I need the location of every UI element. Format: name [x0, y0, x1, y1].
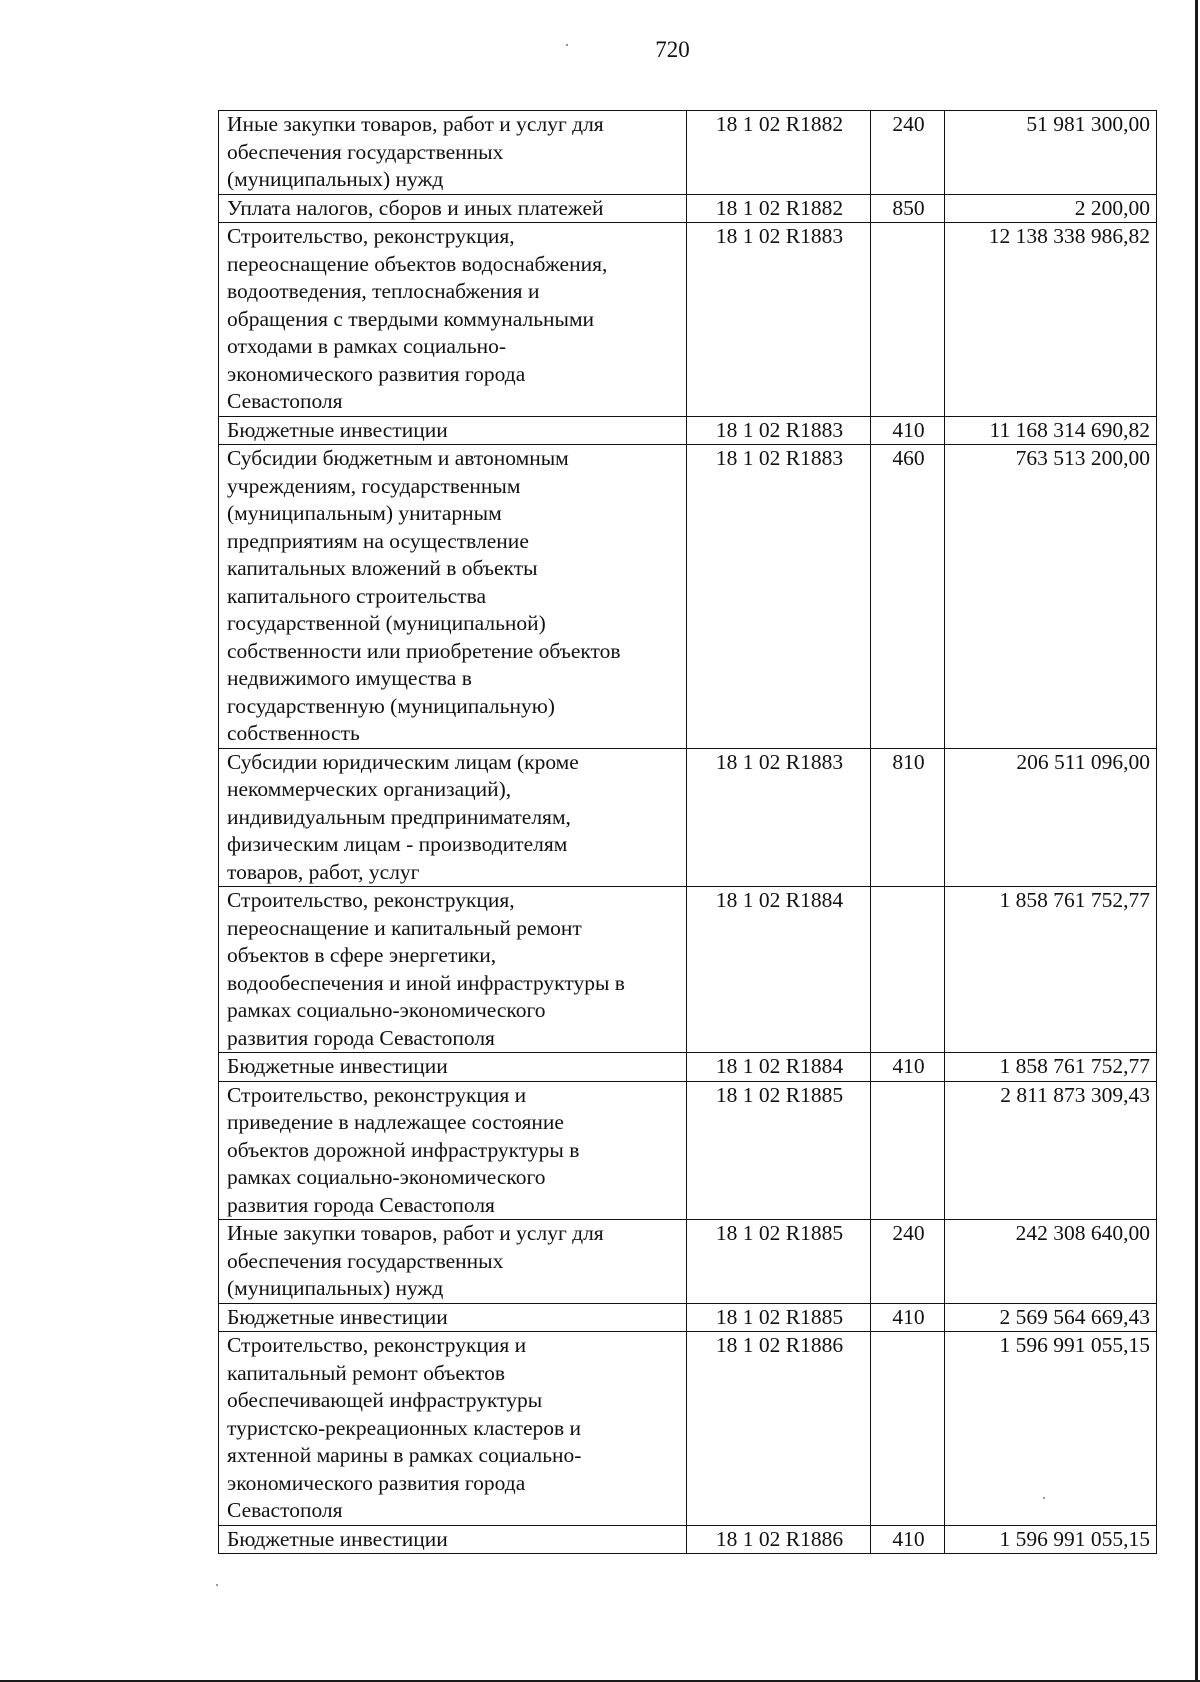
expense-name-line: Строительство, реконструкция,	[227, 888, 515, 912]
amount-cell: 2 200,00	[945, 194, 1157, 223]
target-article-code-cell: 18 1 02 R1883	[687, 416, 871, 445]
expense-name-line: отходами в рамках социально-	[227, 334, 507, 358]
amount-cell: 2 569 564 669,43	[945, 1303, 1157, 1332]
expense-name-line: водообеспечения и иной инфраструктуры в	[227, 970, 625, 995]
expense-name-line: развития города Севастополя	[227, 1025, 495, 1050]
expense-name-line: государственную (муниципальную)	[227, 693, 555, 718]
amount-cell: 1 596 991 055,15	[945, 1332, 1157, 1526]
expense-name-line: некоммерческих организаций),	[227, 777, 512, 801]
expense-type-code-cell: 810	[871, 748, 945, 887]
target-article-code-cell: 18 1 02 R1884	[687, 887, 871, 1053]
expense-name-cell	[219, 445, 687, 749]
expense-name-line: обеспечения государственных	[227, 1248, 504, 1273]
expense-name-line: Строительство, реконструкция,	[227, 224, 515, 248]
expense-name-line: индивидуальным предпринимателям,	[227, 804, 571, 829]
expense-name-line: собственность	[227, 721, 360, 745]
table-row	[219, 1525, 1157, 1554]
amount-cell: 1 858 761 752,77	[945, 887, 1157, 1053]
table-body	[219, 111, 1157, 1554]
expense-name-cell	[219, 1332, 687, 1526]
expense-type-code-cell: 410	[871, 1303, 945, 1332]
target-article-code-cell: 18 1 02 R1883	[687, 445, 871, 749]
expense-type-code-cell: 410	[871, 1053, 945, 1082]
expense-name-line: Иные закупки товаров, работ и услуг для	[227, 1221, 604, 1245]
table-row	[219, 748, 1157, 887]
target-article-code-cell: 18 1 02 R1883	[687, 223, 871, 417]
expense-name-line: рамках социально-экономического	[227, 998, 546, 1022]
expense-type-code-cell: 460	[871, 445, 945, 749]
expense-type-code-cell: 410	[871, 416, 945, 445]
expense-type-code-cell	[871, 1332, 945, 1526]
expense-name-line: Севастополя	[227, 389, 343, 413]
expense-name-line: обеспечивающей инфраструктуры	[227, 1388, 543, 1412]
expense-name-line: водоотведения, теплоснабжения и	[227, 279, 540, 303]
expense-name-line: яхтенной марины в рамках социально-	[227, 1443, 582, 1467]
table-row	[219, 1303, 1157, 1332]
amount-cell: 1 596 991 055,15	[945, 1525, 1157, 1554]
expense-name-line: Бюджетные инвестиции	[227, 1304, 448, 1329]
expense-name-line: капитальный ремонт объектов	[227, 1360, 506, 1385]
table-row	[219, 887, 1157, 1053]
amount-cell: 51 981 300,00	[945, 111, 1157, 195]
amount-cell: 2 811 873 309,43	[945, 1081, 1157, 1220]
expense-name-cell	[219, 1053, 687, 1082]
expense-type-code-cell: 240	[871, 1220, 945, 1304]
target-article-code-cell: 18 1 02 R1884	[687, 1053, 871, 1082]
expense-type-code-cell: 240	[871, 111, 945, 195]
table-row	[219, 445, 1157, 749]
table-row	[219, 194, 1157, 223]
expense-name-line: переоснащение и капитальный ремонт	[227, 915, 582, 940]
expense-name-cell	[219, 111, 687, 195]
table-row	[219, 1220, 1157, 1304]
expense-name-cell	[219, 1220, 687, 1304]
expense-name-cell	[219, 194, 687, 223]
expense-name-line: развития города Севастополя	[227, 1192, 495, 1217]
expense-name-line: капитальных вложений в объекты	[227, 556, 538, 580]
target-article-code-cell: 18 1 02 R1886	[687, 1525, 871, 1554]
expense-name-line: туристско-рекреационных кластеров и	[227, 1415, 582, 1440]
amount-cell: 11 168 314 690,82	[945, 416, 1157, 445]
expense-type-code-cell: 410	[871, 1525, 945, 1554]
expense-name-line: обращения с твердыми коммунальными	[227, 306, 595, 331]
amount-cell: 242 308 640,00	[945, 1220, 1157, 1304]
expense-name-line: Субсидии бюджетным и автономным	[227, 446, 569, 470]
table-row	[219, 1053, 1157, 1082]
amount-cell: 763 513 200,00	[945, 445, 1157, 749]
amount-cell: 12 138 338 986,82	[945, 223, 1157, 417]
expense-name-cell	[219, 1525, 687, 1554]
expense-name-line: обеспечения государственных	[227, 139, 504, 164]
expense-name-cell	[219, 748, 687, 887]
expense-name-line: Бюджетные инвестиции	[227, 1054, 448, 1078]
target-article-code-cell: 18 1 02 R1885	[687, 1220, 871, 1304]
table-row	[219, 1081, 1157, 1220]
target-article-code-cell: 18 1 02 R1882	[687, 194, 871, 223]
expense-name-cell	[219, 1081, 687, 1220]
expense-type-code-cell	[871, 1081, 945, 1220]
expense-name-line: приведение в надлежащее состояние	[227, 1110, 564, 1134]
expense-name-line: физическим лицам - производителям	[227, 832, 568, 856]
expense-name-line: недвижимого имущества в	[227, 666, 472, 690]
scan-speck	[216, 1584, 218, 1586]
expense-name-line: объектов дорожной инфраструктуры в	[227, 1137, 580, 1162]
expense-name-line: Строительство, реконструкция и	[227, 1082, 527, 1107]
expense-name-line: Строительство, реконструкция и	[227, 1333, 527, 1357]
expense-name-cell	[219, 416, 687, 445]
expense-name-line: учреждениям, государственным	[227, 473, 521, 498]
expense-name-line: товаров, работ, услуг	[227, 859, 420, 884]
target-article-code-cell: 18 1 02 R1885	[687, 1081, 871, 1220]
expense-name-line: (муниципальных) нужд	[227, 1276, 444, 1300]
page-number: 720	[655, 37, 690, 62]
table-row	[219, 416, 1157, 445]
target-article-code-cell: 18 1 02 R1886	[687, 1332, 871, 1526]
amount-cell: 1 858 761 752,77	[945, 1053, 1157, 1082]
expense-name-line: Севастополя	[227, 1498, 343, 1522]
expense-name-line: капитального строительства	[227, 583, 487, 608]
table-row	[219, 111, 1157, 195]
expense-name-cell	[219, 1303, 687, 1332]
scan-frame-right-edge	[1195, 0, 1198, 1682]
budget-allocation-table	[218, 110, 1157, 1554]
expense-name-line: объектов в сфере энергетики,	[227, 943, 497, 967]
amount-cell: 206 511 096,00	[945, 748, 1157, 887]
expense-name-line: экономического развития города	[227, 361, 526, 386]
expense-name-line: Субсидии юридическим лицам (кроме	[227, 749, 579, 774]
expense-name-line: Уплата налогов, сборов и иных платежей	[227, 195, 604, 220]
expense-name-cell	[219, 223, 687, 417]
expense-name-line: собственности или приобретение объектов	[227, 638, 621, 663]
expense-name-line: Иные закупки товаров, работ и услуг для	[227, 112, 604, 136]
expense-name-line: рамках социально-экономического	[227, 1165, 546, 1189]
target-article-code-cell: 18 1 02 R1883	[687, 748, 871, 887]
target-article-code-cell: 18 1 02 R1885	[687, 1303, 871, 1332]
expense-name-line: экономического развития города	[227, 1470, 526, 1495]
expense-name-line: Бюджетные инвестиции	[227, 1526, 448, 1551]
target-article-code-cell: 18 1 02 R1882	[687, 111, 871, 195]
expense-name-line: (муниципальных) нужд	[227, 167, 444, 191]
table-row	[219, 223, 1157, 417]
expense-type-code-cell: 850	[871, 194, 945, 223]
expense-name-line: (муниципальным) унитарным	[227, 501, 502, 525]
expense-type-code-cell	[871, 223, 945, 417]
expense-name-line: государственной (муниципальной)	[227, 611, 546, 635]
expense-name-line: предприятиям на осуществление	[227, 528, 529, 553]
expense-name-cell	[219, 887, 687, 1053]
expense-name-line: переоснащение объектов водоснабжения,	[227, 251, 608, 276]
expense-name-line: Бюджетные инвестиции	[227, 417, 448, 442]
expense-type-code-cell	[871, 887, 945, 1053]
table-row	[219, 1332, 1157, 1526]
